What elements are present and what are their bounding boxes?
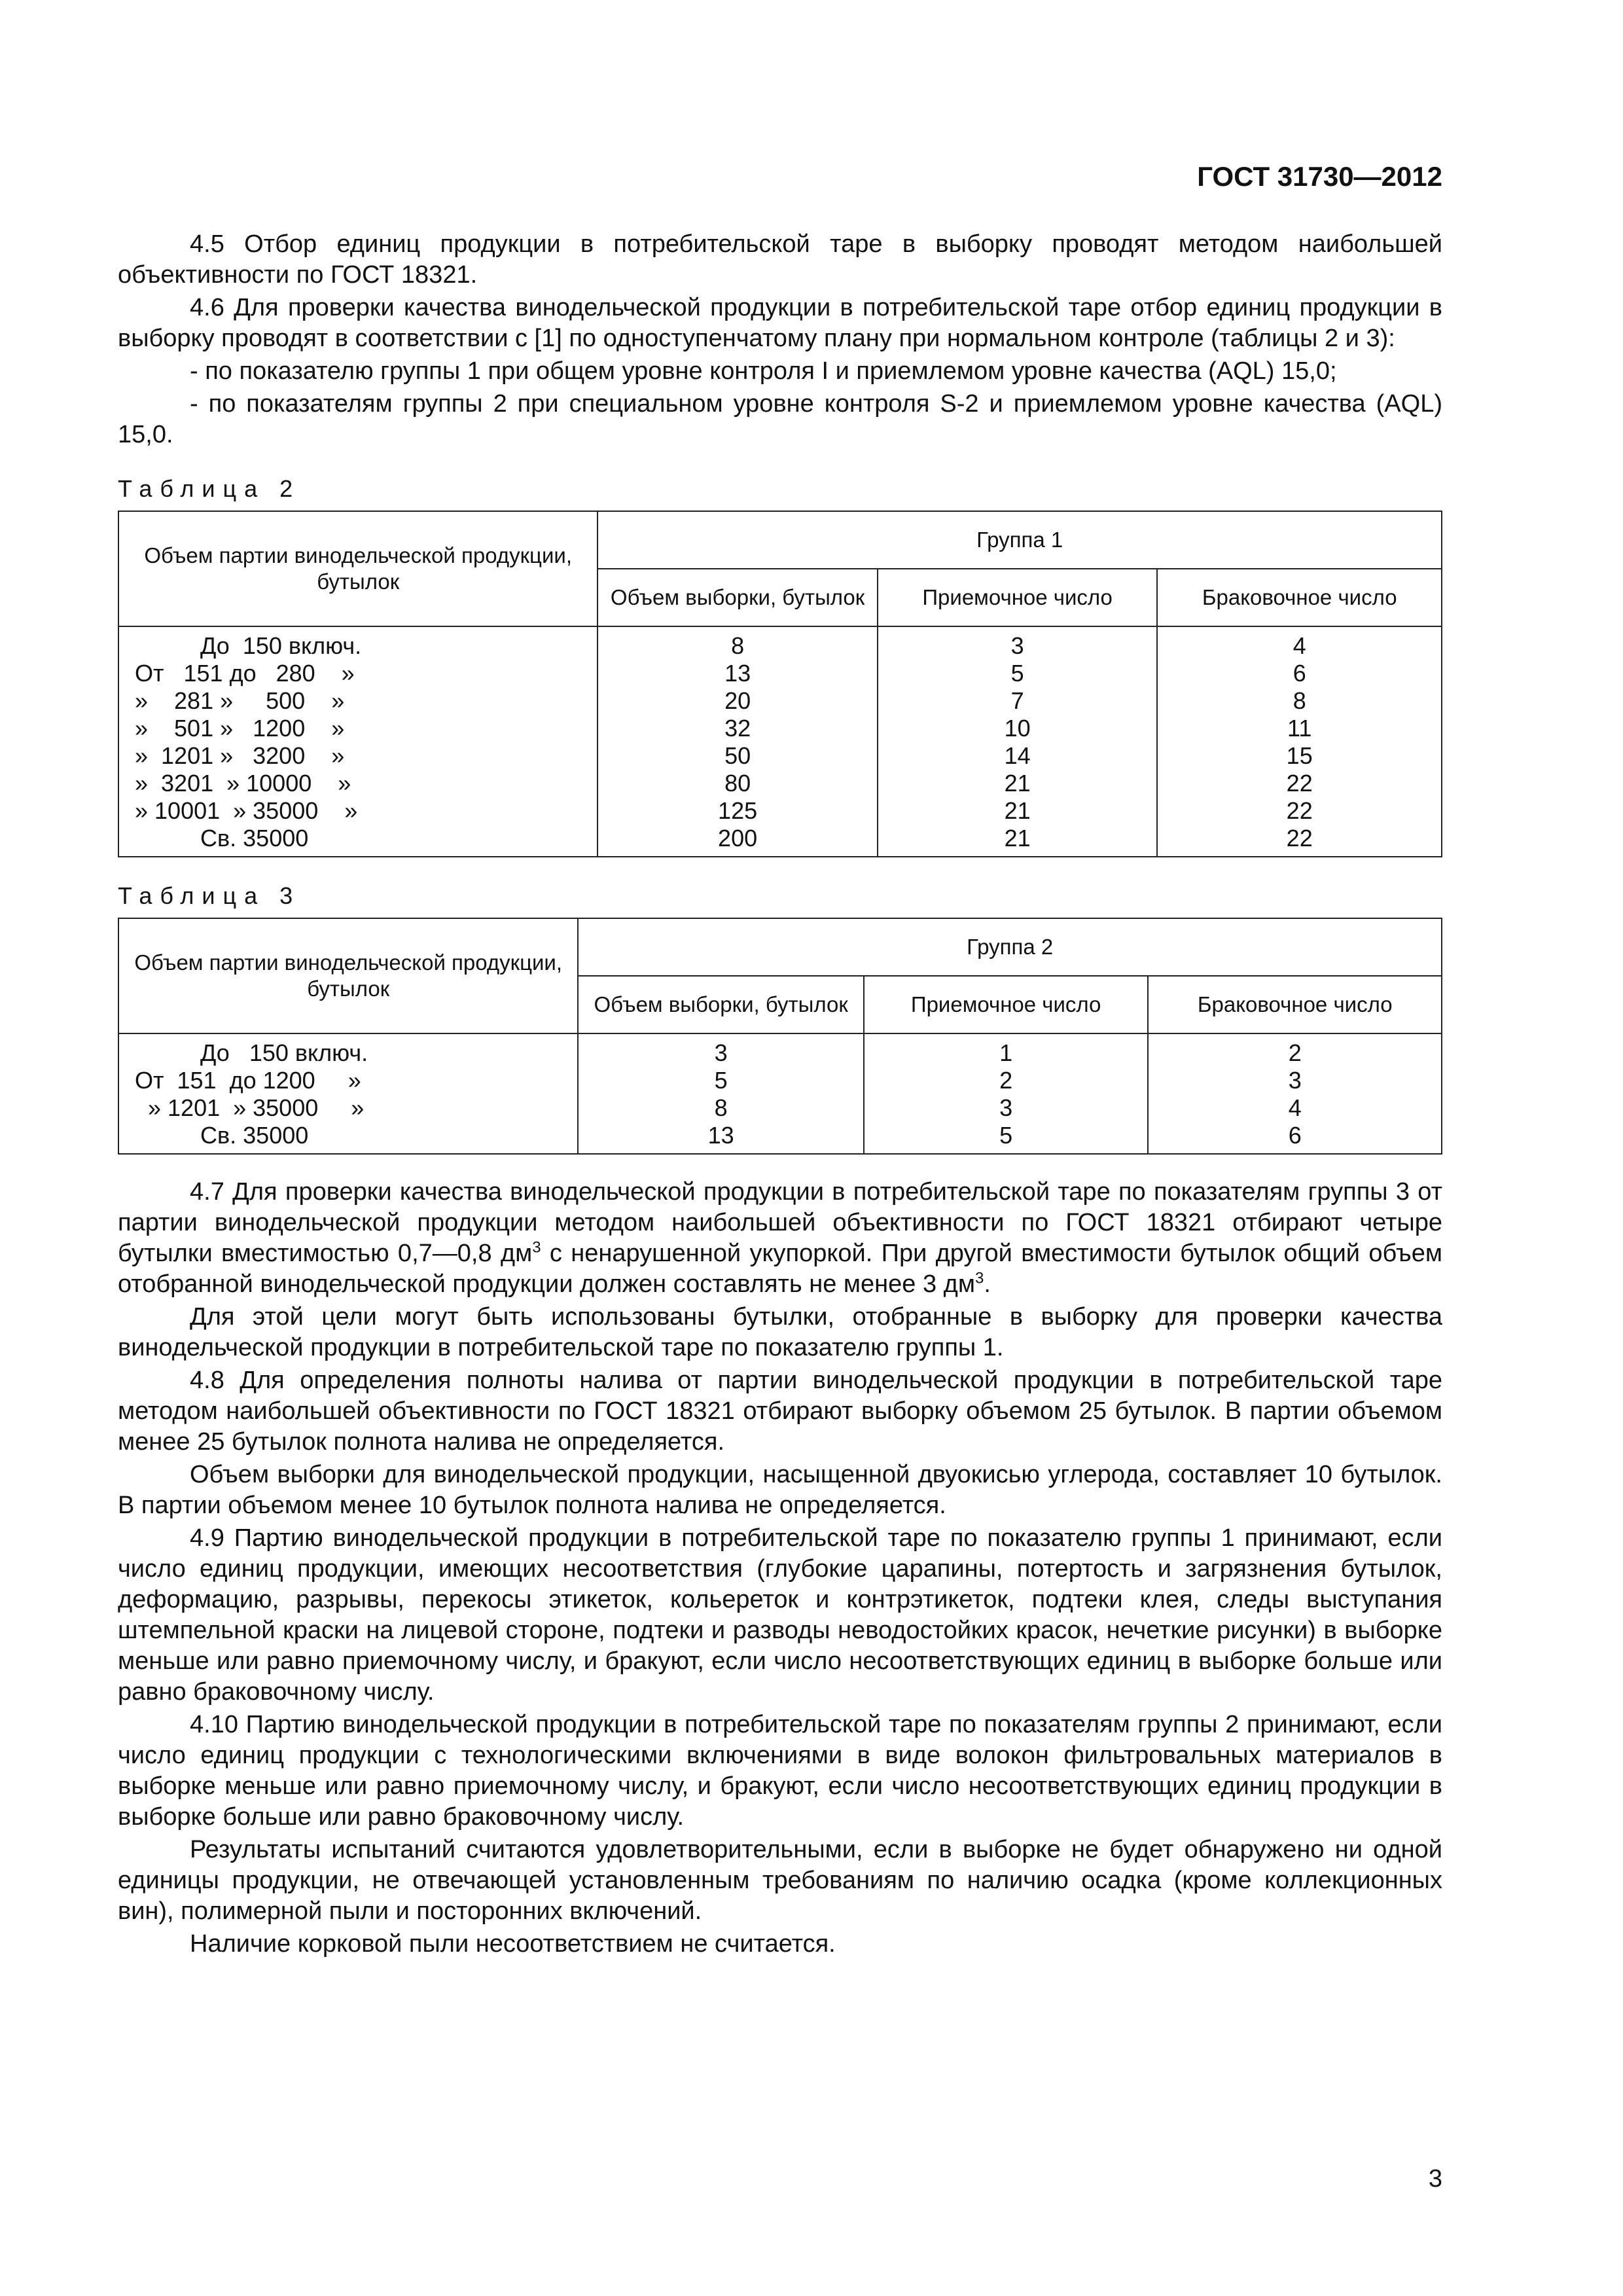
paragraph-4-7-part-3: . (984, 1270, 991, 1298)
table-cell: 20 (724, 687, 751, 714)
table-2-header-lot-size: Объем партии винодельческой продукции, бутылок (118, 511, 597, 626)
table-3-rejection-column (1148, 1038, 1442, 1154)
paragraph-4-10-results: Результаты испытаний считаются удовлетворительными, если в выборке не будет обнаружено ни одной единицы продукции, не отвечающей установленным требованиям по наличию осадка (кроме коллекционных вин), полимерной пыли и посторонних включений. (118, 1836, 1442, 1925)
superscript-3: 3 (532, 1238, 541, 1257)
table-cell: 2 (999, 1067, 1013, 1094)
table-cell: 21 (1004, 770, 1031, 797)
table-cell: » 3201 » 10000 » (135, 770, 351, 797)
table-cell: 8 (731, 632, 745, 659)
page-number: 3 (1428, 2165, 1442, 2193)
table-cell: 6 (1288, 1122, 1302, 1149)
list-item-group-1: - по показателю группы 1 при общем уровне контроля I и приемлемом уровне качества (AQL) 15,0; (190, 357, 1337, 385)
table-cell: Св. 35000 (135, 825, 309, 852)
table-cell: 3 (1288, 1067, 1302, 1094)
table-2-header-rejection: Браковочное число (1157, 569, 1442, 626)
table-cell: » 281 » 500 » (135, 687, 345, 714)
table-cell: 21 (1004, 825, 1031, 852)
table-2 (118, 511, 1442, 857)
table-cell: 2 (1288, 1039, 1302, 1066)
table-cell: 50 (724, 742, 751, 769)
table-cell: 14 (1004, 742, 1031, 769)
table-cell: 32 (724, 715, 751, 742)
table-cell: 125 (718, 797, 758, 824)
table-cell: » 10001 » 35000 » (135, 797, 358, 824)
table-cell: 3 (1010, 632, 1024, 659)
table-3-sample-size-column (578, 1038, 863, 1154)
paragraph-4-7-part-1: 4.7 Для проверки качества винодельческой продукции в потребительской таре по показателям группы 3 от партии винодельческой продукции методом наибольшей объективности по ГОСТ 18321 отбирают четыре бутылки вместимостью 0,7—0,8 дм (118, 1178, 1442, 1267)
table-cell: » 501 » 1200 » (135, 715, 345, 742)
table-cell: 4 (1288, 1094, 1302, 1121)
sections-4-7-to-4-10 (118, 1177, 1442, 1960)
paragraph-4-7-note: Для этой цели могут быть использованы бутылки, отобранные в выборку для проверки качества винодельческой продукции в потребительской таре по показателю группы 1. (118, 1303, 1442, 1361)
table-2-rejection-column (1157, 631, 1442, 857)
table-2-acceptance-column (878, 631, 1158, 857)
table-cell: От 151 до 280 » (135, 660, 355, 687)
table-3-lot-size-column (118, 1038, 578, 1154)
paragraph-4-9: 4.9 Партию винодельческой продукции в потребительской таре по показателю группы 1 принимают, если число единиц продукции, имеющих несоответствия (глубокие царапины, потертость и загрязнения бутылок, деформацию, разрывы, перекосы этикеток, кольереток и контрэтикеток, подтеки клея, следы выступания штемпельной краски на лицевой стороне, подтеки и разводы неводостойких красок, нечеткие рисунки) в выборке меньше или равно приемочному числу, и бракуют, если число несоответствующих единиц в выборке больше или равно браковочному числу. (118, 1524, 1442, 1706)
table-cell: 13 (707, 1122, 734, 1149)
table-3-header-rejection: Браковочное число (1148, 976, 1442, 1033)
table-cell: До 150 включ. (135, 632, 362, 659)
table-3-label: Таблица 3 (118, 882, 301, 909)
table-2-lot-size-column (118, 631, 597, 857)
table-cell: 11 (1287, 715, 1312, 742)
table-2-header-group: Группа 1 (597, 511, 1442, 569)
table-cell: 3 (714, 1039, 728, 1066)
table-cell: 5 (999, 1122, 1013, 1149)
table-cell: 22 (1286, 825, 1313, 852)
table-2-label: Таблица 2 (118, 475, 301, 502)
table-cell: 10 (1004, 715, 1031, 742)
table-cell: 21 (1004, 797, 1031, 824)
table-cell: 22 (1286, 797, 1313, 824)
table-cell: От 151 до 1200 » (135, 1067, 361, 1094)
superscript-3: 3 (974, 1269, 984, 1287)
table-cell: До 150 включ. (135, 1039, 368, 1066)
document-header: ГОСТ 31730—2012 (1197, 161, 1442, 192)
table-cell: 5 (714, 1067, 728, 1094)
paragraph-4-10-cork-dust: Наличие корковой пыли несоответствием не считается. (190, 1930, 836, 1958)
paragraph-4-5: 4.5 Отбор единиц продукции в потребительской таре в выборку проводят методом наибольшей объективности по ГОСТ 18321. (118, 230, 1442, 289)
table-3-header-lot-size: Объем партии винодельческой продукции, бутылок (118, 918, 578, 1033)
table-cell: 6 (1293, 660, 1306, 687)
table-cell: 15 (1286, 742, 1313, 769)
paragraph-4-6: 4.6 Для проверки качества винодельческой продукции в потребительской таре отбор единиц продукции в выборку проводят в соответствии с [1] по одноступенчатому плану при нормальном контроле (таблицы 2 и 3): (118, 294, 1442, 352)
table-3-header-sample-size: Объем выборки, бутылок (578, 976, 863, 1033)
table-cell: 80 (724, 770, 751, 797)
table-cell: 13 (724, 660, 751, 687)
table-cell: 8 (1293, 687, 1306, 714)
table-cell: 8 (714, 1094, 728, 1121)
table-cell: 22 (1286, 770, 1313, 797)
table-2-header-sample-size: Объем выборки, бутылок (597, 569, 877, 626)
table-3 (118, 918, 1442, 1155)
document-body (118, 229, 1442, 1960)
paragraph-4-8: 4.8 Для определения полноты налива от партии винодельческой продукции в потребительской таре методом наибольшей объективности по ГОСТ 18321 отбирают выборку объемом 25 бутылок. В партии объемом менее 25 бутылок полнота налива не определяется. (118, 1367, 1442, 1456)
table-2-header-acceptance: Приемочное число (878, 569, 1158, 626)
table-cell: 200 (718, 825, 758, 852)
table-cell: 1 (999, 1039, 1013, 1066)
table-cell: 5 (1010, 660, 1024, 687)
table-cell: Св. 35000 (135, 1122, 309, 1149)
paragraph-4-7 (118, 1177, 1442, 1300)
table-3-header-group: Группа 2 (578, 918, 1442, 976)
table-cell: 3 (999, 1094, 1013, 1121)
table-cell: 7 (1010, 687, 1024, 714)
table-3-header-acceptance: Приемочное число (864, 976, 1149, 1033)
paragraph-4-7-part-2: с ненарушенной укупоркой. При другой вместимости бутылок общий объем отобранной винодельческой продукции должен составлять не менее 3 дм (118, 1240, 1443, 1298)
list-item-group-2: - по показателям группы 2 при специальном уровне контроля S-2 и приемлемом уровне качества (AQL) 15,0. (118, 390, 1442, 448)
table-cell: » 1201 » 35000 » (135, 1094, 365, 1121)
table-cell: » 1201 » 3200 » (135, 742, 345, 769)
table-3-acceptance-column (864, 1038, 1149, 1154)
table-2-sample-size-column (597, 631, 877, 857)
table-cell: 4 (1293, 632, 1306, 659)
paragraph-4-8-note: Объем выборки для винодельческой продукции, насыщенной двуокисью углерода, составляет 10 бутылок. В партии объемом менее 10 бутылок полнота налива не определяется. (118, 1461, 1442, 1519)
paragraph-4-10: 4.10 Партию винодельческой продукции в потребительской таре по показателям группы 2 принимают, если число единиц продукции с технологическими включениями в виде волокон фильтровальных материалов в выборке меньше или равно приемочному числу, и бракуют, если число несоответствующих единиц продукции в выборке больше или равно браковочному числу. (118, 1711, 1442, 1831)
